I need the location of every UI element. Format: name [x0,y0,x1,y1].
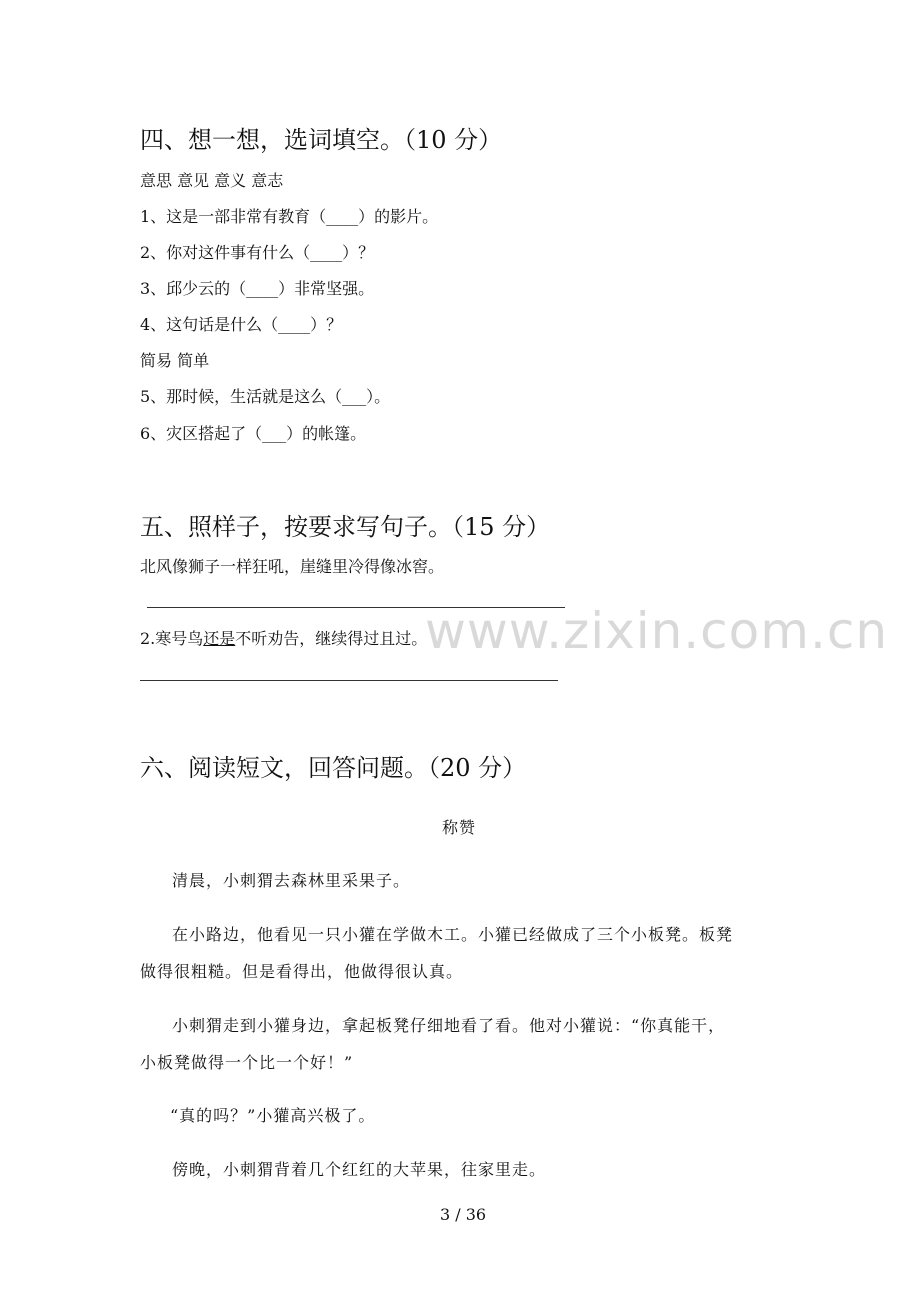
watermark: www.zixin.com.cn [425,602,889,660]
example-sentence: 北风像狮子一样狂吼，崖缝里冷得像冰窖。 [140,557,445,576]
q2-suffix: 不听劝告，继续得过且过。 [235,629,428,648]
word-choices-1: 意思 意见 意义 意志 [140,171,284,190]
section-6-title: 六、阅读短文，回答问题。（20 分） [140,754,527,782]
story-paragraph-3-line-1: 小刺猬走到小獾身边，拿起板凳仔细地看了看。他对小獾说：“你真能干， [172,1016,726,1035]
story-paragraph-5: 傍晚，小刺猬背着几个红红的大苹果，往家里走。 [172,1160,547,1179]
question-5: 5、那时候，生活就是这么（___）。 [140,387,391,406]
story-paragraph-2-line-1: 在小路边，他看见一只小獾在学做木工。小獾已经做成了三个小板凳。板凳 [172,925,734,944]
question-6: 6、灾区搭起了（___）的帐篷。 [140,424,367,443]
q2-prefix: 2.寒号鸟 [140,629,204,648]
section-5-title: 五、照样子，按要求写句子。（15 分） [140,513,551,541]
page-number: 3 / 36 [440,1205,487,1224]
story-title: 称赞 [442,818,477,837]
story-paragraph-3-line-2: 小板凳做得一个比一个好！” [140,1053,354,1072]
answer-line-1 [147,607,565,608]
question-3: 3、邱少云的（____）非常坚强。 [140,279,375,298]
story-paragraph-2-line-2: 做得很粗糙。但是看得出，他做得很认真。 [140,962,464,981]
answer-line-2 [140,680,558,681]
word-choices-2: 简易 简单 [140,351,210,370]
question-4: 4、这句话是什么（____）？ [140,315,343,334]
section-4-title: 四、想一想，选词填空。（10 分） [140,126,503,154]
question-2-sentence [140,626,427,649]
question-2: 2、你对这件事有什么（____）？ [140,243,375,262]
story-paragraph-4: “真的吗？”小獾高兴极了。 [170,1106,376,1125]
q2-underlined-word: 还是 [203,629,236,648]
question-1: 1、这是一部非常有教育（____）的影片。 [140,207,439,226]
story-paragraph-1: 清晨，小刺猬去森林里采果子。 [172,871,411,890]
